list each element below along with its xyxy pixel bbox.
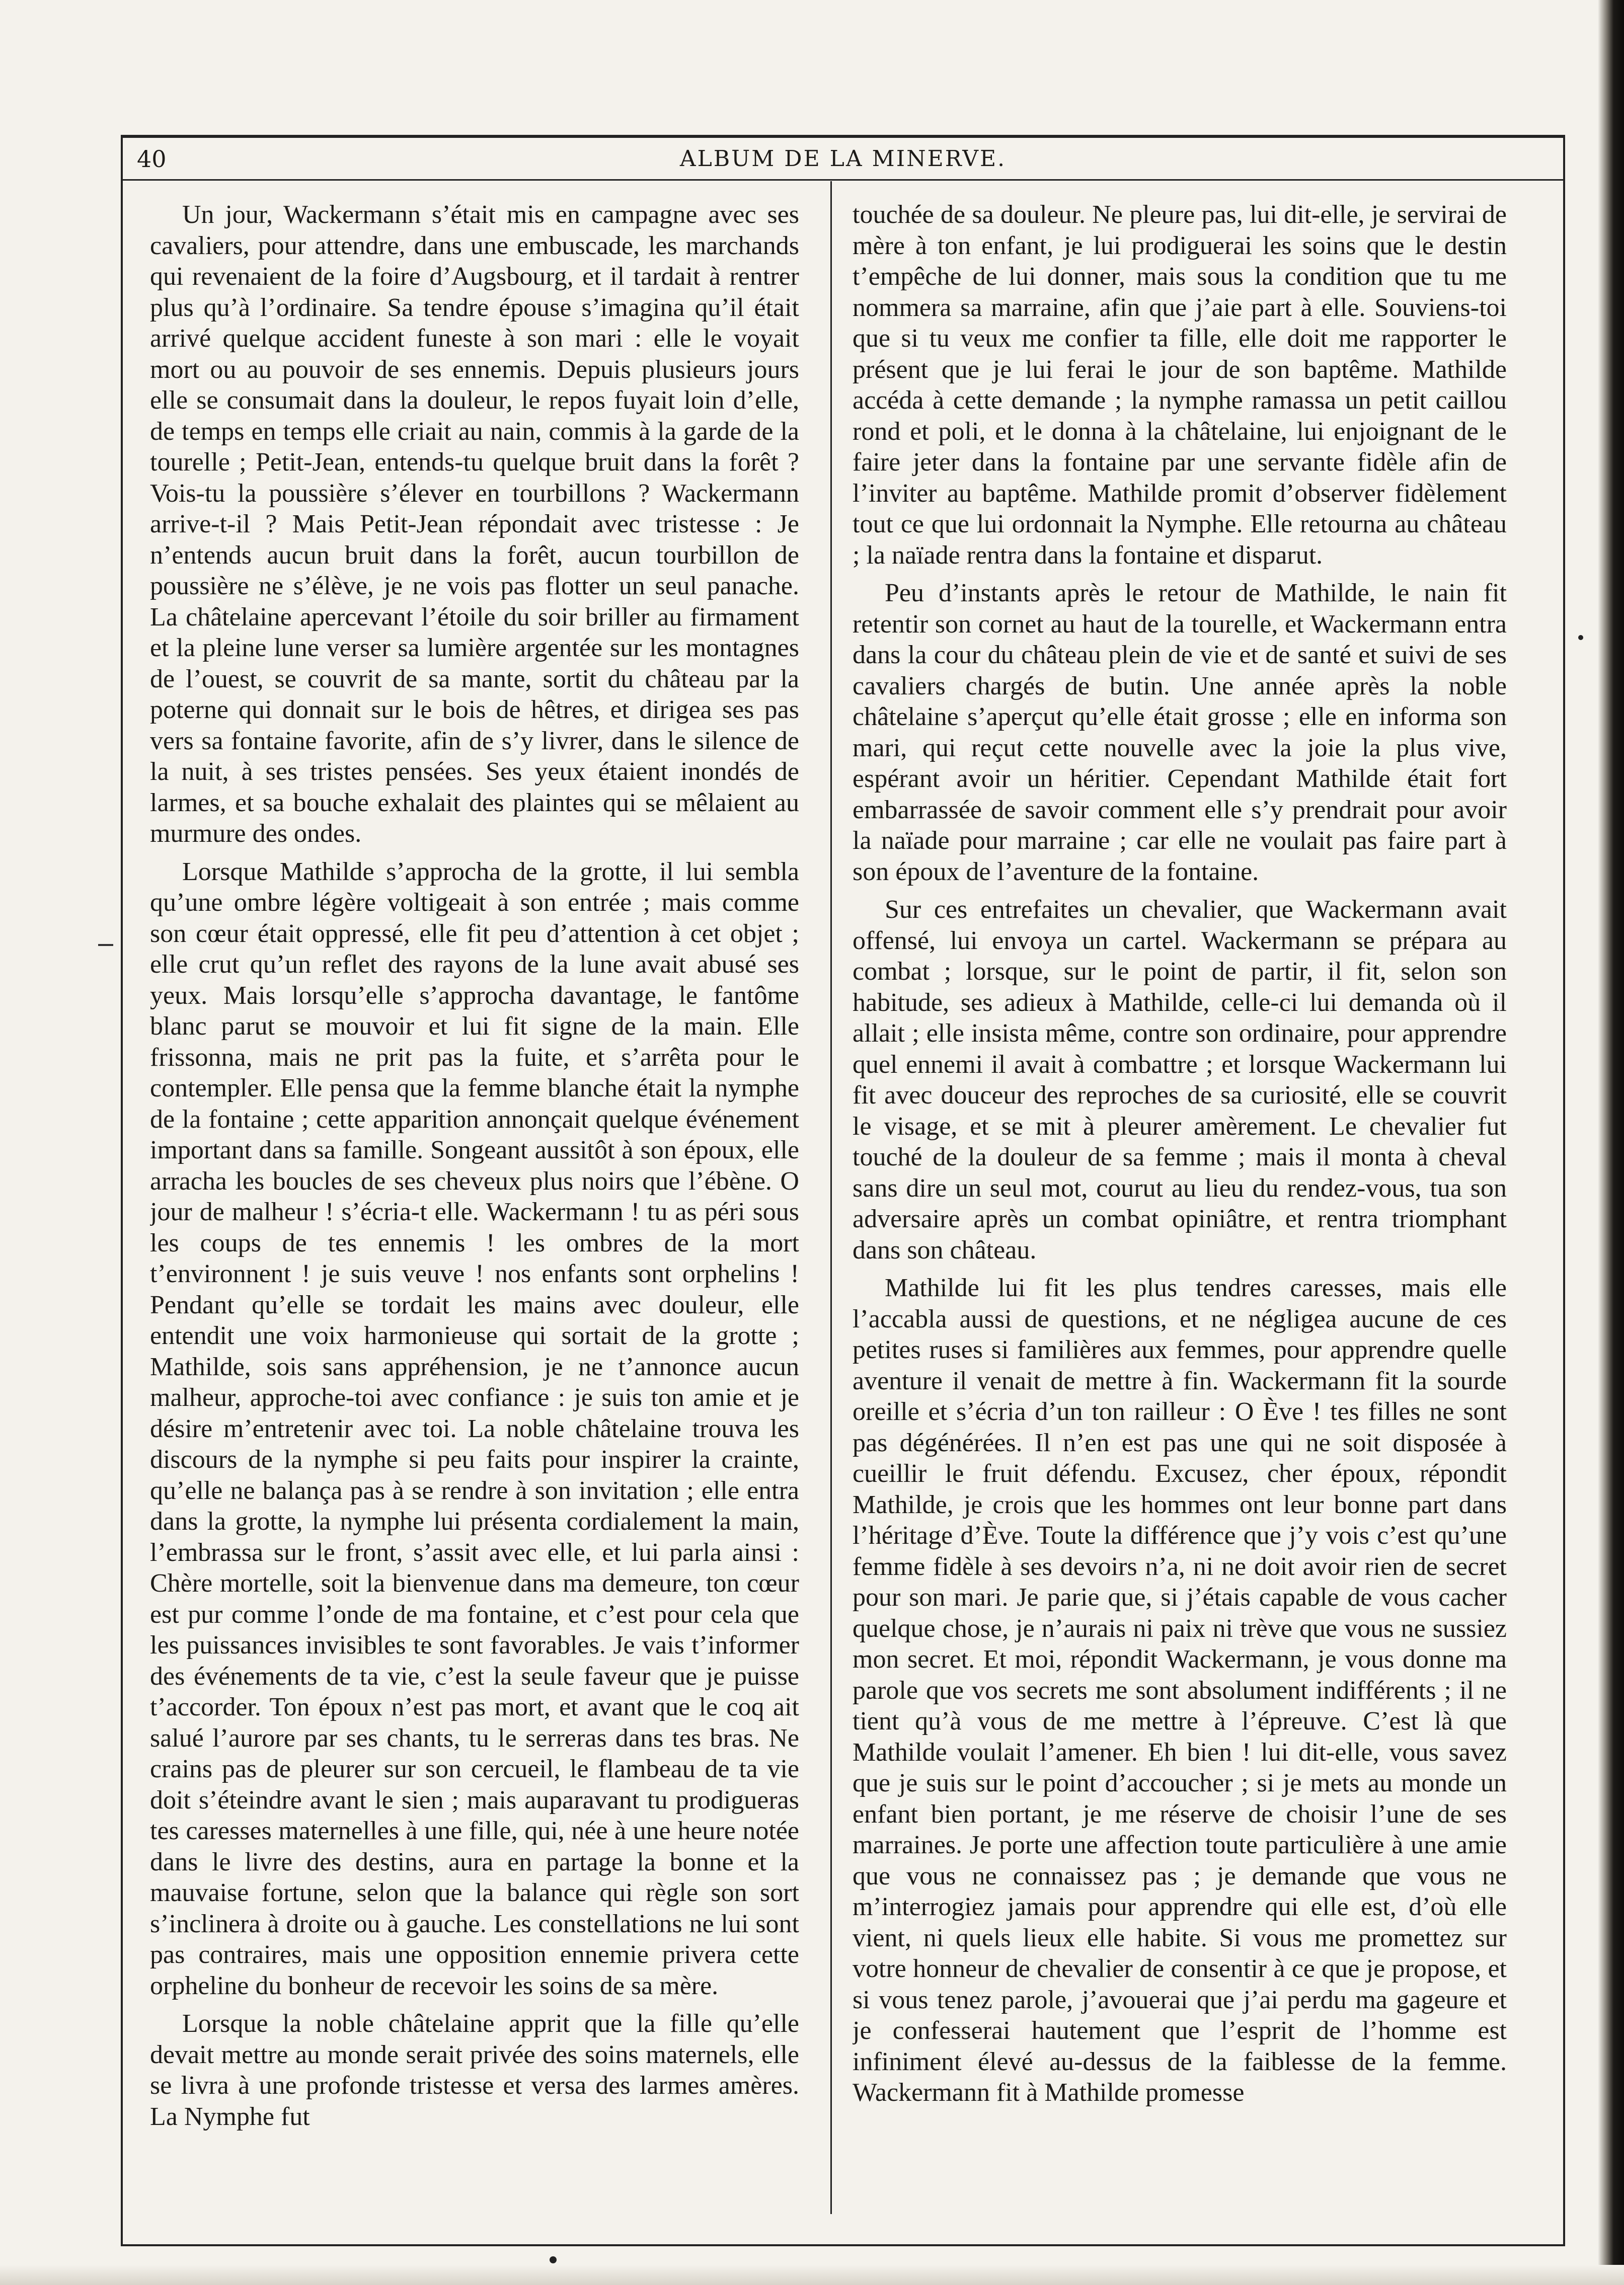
paragraph: Sur ces entrefaites un chevalier, que Wackermann avait offensé, lui envoya un cartel. Wackermann se prépara au combat ; lorsque, sur le point de partir, il fit, selon son habitude, ses adieux à Mathilde, celle-ci lui demanda où il allait ; elle insista même, contre son ordinaire, pour apprendre quel ennemi il avait à combattre ; et lorsque Wackermann lui fit avec douceur des reproches de sa curiosité, elle se couvrit le visage, et se mit à pleurer amèrement. Le chevalier fut touché de la douleur de sa femme ; mais il monta à cheval sans dire un seul mot, courut au lieu du rendez-vous, tua son adversaire après un combat opiniâtre, et rentra triomphant dans son château.	[853, 895, 1507, 1265]
ink-speck	[1578, 635, 1583, 640]
scan-bottom-edge	[0, 2265, 1624, 2285]
scan-edge-shadow	[1598, 0, 1624, 2285]
paragraph: Lorsque la noble châtelaine apprit que la fille qu’elle devait mettre au monde serait privée des soins maternels, elle se livra à une profonde tristesse et versa des larmes amères. La Nymphe fut	[150, 2009, 799, 2131]
newspaper-page	[121, 135, 1565, 2246]
right-column	[853, 199, 1507, 2217]
paragraph: Mathilde lui fit les plus tendres caresses, mais elle l’accabla aussi de questions, et ne négligea aucune de ces petites ruses si familières aux femmes, pour apprendre quelle aventure il venait de mettre à fin. Wackermann fit la sourde oreille et s’écria d’un ton railleur : O Ève ! tes filles ne sont pas dégénérées. Il n’en est pas une qui ne soit disposée à cueillir le fruit défendu. Excusez, cher époux, répondit Mathilde, je crois que les hommes ont leur bonne part dans l’héritage d’Ève. Toute la différence que j’y vois c’est qu’une femme fidèle à ses devoirs n’a, ni ne doit avoir rien de secret pour son mari. Je parie que, si j’étais capable de vous cacher quelque chose, je n’aurais ni paix ni trève que vous ne sussiez mon secret. Et moi, répondit Wackermann, je vous donne ma parole que vos secrets me sont absolument indifférents ; il ne tient qu’à vous de me mettre à l’épreuve. C’est là que Mathilde voulait l’amener. Eh bien ! lui dit-elle, vous savez que je suis sur le point d’accoucher ; si je mets au monde un enfant bien portant, je me réserve de choisir l’une de ses marraines. Je porte une affection toute particulière à une amie que vous ne connaissez pas ; je demande que vous ne m’interrogiez jamais pour apprendre qui elle est, d’où elle vient, ni quels lieux elle habite. Si vous me promettez sur votre honneur de chevalier de consentir à ce que je propose, et si vous tenez parole, j’avouerai que j’ai perdu ma gageure et je confesserai hautement que l’esprit de l’homme est infiniment élevé au-dessus de la faiblesse de la femme. Wackermann fit à Mathilde promesse	[853, 1274, 1507, 2107]
margin-mark	[98, 944, 113, 946]
ink-speck	[550, 2256, 557, 2263]
header-rule-bottom	[123, 179, 1563, 181]
paragraph: Lorsque Mathilde s’approcha de la grotte, il lui sembla qu’une ombre légère voltigeait à son entrée ; mais comme son cœur était oppressé, elle fit peu d’attention à cet objet ; elle crut qu’un reflet des rayons de la lune avait abusé ses yeux. Mais lorsqu’elle s’approcha davantage, le fantôme blanc parut se mouvoir et lui fit signe de la main. Elle frissonna, mais ne prit pas la fuite, et s’arrêta pour le contempler. Elle pensa que la femme blanche était la nymphe de la fontaine ; cette apparition annonçait quelque événement important dans sa famille. Songeant aussitôt à son époux, elle arracha les boucles de ses cheveux plus noirs que l’ébène. O jour de malheur ! s’écria-t elle. Wackermann ! tu as péri sous les coups de tes ennemis ! les ombres de la mort t’environnent ! je suis veuve ! nos enfants sont orphelins ! Pendant qu’elle se tordait les mains avec douleur, elle entendit une voix harmonieuse qui sortait de la grotte ; Mathilde, sois sans appréhension, je ne t’annonce aucun malheur, approche-toi avec confiance : je suis ton amie et je désire m’entretenir avec toi. La noble châtelaine trouva les discours de la nymphe si peu faits pour inspirer la crainte, qu’elle ne balança pas à se rendre à son invitation ; elle entra dans la grotte, la nymphe lui présenta cordialement la main, l’embrassa sur le front, s’assit avec elle, et lui parla ainsi : Chère mortelle, soit la bienvenue dans ma demeure, ton cœur est pur comme l’onde de ma fontaine, et c’est pour cela que les puissances invisibles te sont favorables. Je vais t’informer des événements de ta vie, c’est la seule faveur que je puisse t’accorder. Ton époux n’est pas mort, et avant que le coq ait salué l’aurore par ses chants, tu le serreras dans tes bras. Ne crains pas de pleurer sur son cercueil, le flambeau de ta vie doit s’éteindre avant le sien ; mais auparavant tu prodigueras tes caresses maternelles à une fille, qui, née à une heure notée dans le livre des destins, aura en partage la bonne et la mauvaise fortune, selon que la balance qui règle son sort s’inclinera à droite ou à gauche. Les constellations ne lui sont pas contraires, mais une opposition ennemie privera cette orpheline du bonheur de recevoir les soins de sa mère.	[150, 857, 799, 2000]
page-number: 40	[137, 145, 167, 173]
header-rule-top	[123, 135, 1563, 138]
paragraph: touchée de sa douleur. Ne pleure pas, lui dit-elle, je servirai de mère à ton enfant, je lui prodiguerai les soins que le destin t’empêche de lui donner, mais sous la condition que tu me nommera sa marraine, afin que j’aie part à elle. Souviens-toi que si tu veux me confier ta fille, elle doit me rapporter le présent que je lui ferai le jour de son baptême. Mathilde accéda à cette demande ; la nymphe ramassa un petit caillou rond et poli, et le donna à la châtelaine, lui enjoignant de le faire jeter dans la fontaine par une servante fidèle afin de l’inviter au baptême. Mathilde promit d’observer fidèlement tout ce que lui ordonnait la Nymphe. Elle retourna au château ; la naïade rentra dans la fontaine et disparut.	[853, 200, 1507, 570]
paragraph: Un jour, Wackermann s’était mis en campagne avec ses cavaliers, pour attendre, dans une embuscade, les marchands qui revenaient de la foire d’Augsbourg, et il tardait à rentrer plus qu’à l’ordinaire. Sa tendre épouse s’imagina qu’il était arrivé quelque accident funeste à son mari : elle le voyait mort ou au pouvoir de ses ennemis. Depuis plusieurs jours elle se consumait dans la douleur, le repos fuyait loin d’elle, de temps en temps elle criait au nain, commis à la garde de la tourelle ; Petit-Jean, entends-tu quelque bruit dans la forêt ? Vois-tu la poussière s’élever en tourbillons ? Wackermann arrive-t-il ? Mais Petit-Jean répondait avec tristesse : Je n’entends aucun bruit dans la forêt, aucun tourbillon de poussière ne s’élève, je ne vois pas flotter un seul panache. La châtelaine apercevant l’étoile du soir briller au firmament et la pleine lune verser sa lumière argentée sur les montagnes de l’ouest, se couvrit de sa mante, sortit du château par la poterne qui donnait sur le bois de hêtres, et dirigea ses pas vers sa fontaine favorite, afin de s’y livrer, dans le silence de la nuit, à ses tristes pensées. Ses yeux étaient inondés de larmes, et sa bouche exhalait des plaintes qui se mêlaient au murmure des ondes.	[150, 200, 799, 848]
paragraph: Peu d’instants après le retour de Mathilde, le nain fit retentir son cornet au haut de la tourelle, et Wackermann entra dans la cour du château plein de vie et de santé et suivi de ses cavaliers chargés de butin. Une année après la noble châtelaine s’aperçut qu’elle était grosse ; elle en informa son mari, qui reçut cette nouvelle avec la joie la plus vive, espérant avoir un héritier. Cependant Mathilde était fort embarrassée de savoir comment elle s’y prendrait pour avoir la naïade pour marraine ; car elle ne voulait pas faire part à son époux de l’aventure de la fontaine.	[853, 579, 1507, 886]
column-divider	[830, 181, 832, 2214]
running-title: ALBUM DE LA MINERVE.	[679, 146, 1007, 172]
left-column	[150, 199, 799, 2217]
